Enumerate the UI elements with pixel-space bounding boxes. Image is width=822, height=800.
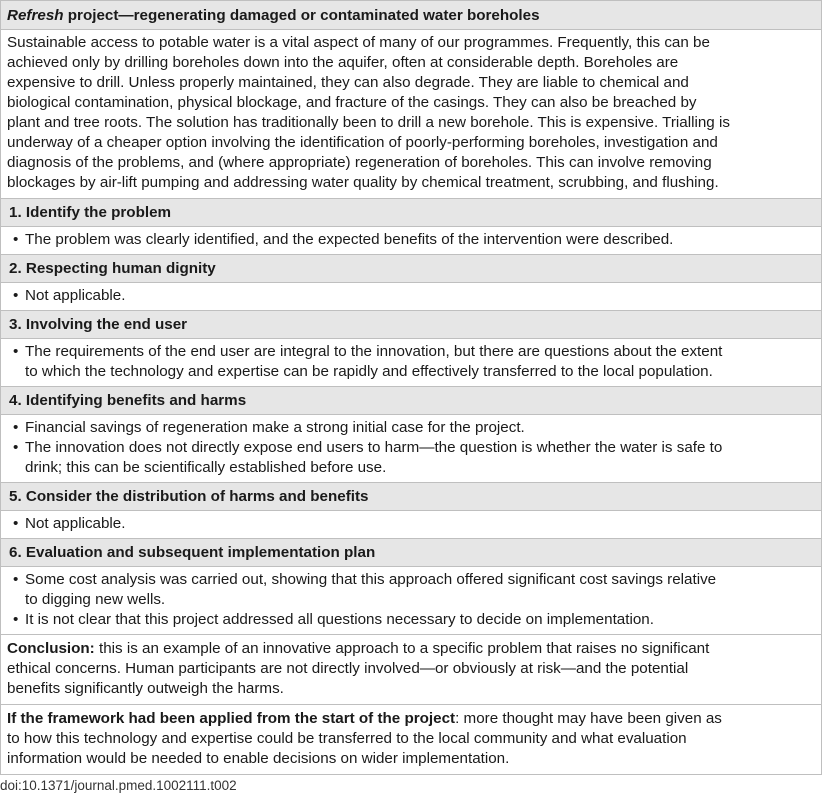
doi-text: doi:10.1371/journal.pmed.1002111.t002 [0, 778, 237, 793]
bullet-line: drink; this can be scientifically established before use. [25, 459, 387, 476]
bullet-item [9, 286, 815, 306]
bullet-item [9, 610, 815, 630]
conclusion-label: Conclusion: [7, 640, 95, 657]
conclusion-line: benefits significantly outweigh the harms. [7, 680, 284, 697]
intro-line: underway of a cheaper option involving the identification of poorly-performing boreholes, investigation and [7, 134, 718, 151]
conclusion-line [7, 639, 815, 659]
intro-line: plant and tree roots. The solution has traditionally been to drill a new borehole. This is expensive. Trialling is [7, 114, 730, 131]
bullet-item [9, 342, 815, 382]
section-body [1, 283, 821, 311]
bullet-dot: • [13, 611, 19, 628]
section-body [1, 227, 821, 255]
title-rest: project—regenerating damaged or contaminated water boreholes [63, 7, 540, 24]
bullet-line: Some cost analysis was carried out, showing that this approach offered significant cost savings relative [25, 571, 717, 588]
title-italic: Refresh [7, 7, 64, 24]
framework-paragraph [1, 705, 821, 775]
bullet-line: Not applicable. [25, 287, 126, 304]
section-body [1, 415, 821, 483]
intro-line: diagnosis of the problems, and (where appropriate) regeneration of boreholes. This can involve removing [7, 154, 712, 171]
conclusion-line: ethical concerns. Human participants are not directly involved—or obviously at risk—and the potential [7, 660, 689, 677]
framework-text: : more thought may have been given as [455, 710, 722, 727]
bullet-dot: • [13, 231, 19, 248]
bullet-line: Not applicable. [25, 515, 126, 532]
intro-line: Sustainable access to potable water is a vital aspect of many of our programmes. Frequently, this can be [7, 34, 710, 51]
bullet-item [9, 230, 815, 250]
section-body [1, 567, 821, 635]
section-body [1, 511, 821, 539]
section-heading: 1. Identify the problem [1, 199, 821, 227]
intro-line: achieved only by drilling boreholes down into the aquifer, often at considerable depth. Boreholes are [7, 54, 679, 71]
framework-line: information would be needed to enable decisions on wider implementation. [7, 750, 510, 767]
bullet-line: The innovation does not directly expose end users to harm—the question is whether the water is safe to [25, 439, 723, 456]
section-heading: 4. Identifying benefits and harms [1, 387, 821, 415]
conclusion-paragraph [1, 635, 821, 705]
section-heading: 3. Involving the end user [1, 311, 821, 339]
section-body [1, 339, 821, 387]
table-title [1, 0, 821, 30]
bullet-item [9, 514, 815, 534]
bullet-line: to digging new wells. [25, 591, 166, 608]
bullet-dot: • [13, 571, 19, 588]
bullet-line: to which the technology and expertise can be rapidly and effectively transferred to the local population. [25, 363, 713, 380]
bullet-dot: • [13, 343, 19, 360]
framework-line: to how this technology and expertise could be transferred to the local community and what evaluation [7, 730, 687, 747]
conclusion-text: this is an example of an innovative approach to a specific problem that raises no significant [94, 640, 710, 657]
bullet-dot: • [13, 515, 19, 532]
bullet-line: It is not clear that this project addressed all questions necessary to decide on implementation. [25, 611, 654, 628]
bullet-dot: • [13, 439, 19, 456]
sections [1, 199, 821, 635]
intro-line: biological contamination, physical blockage, and fracture of the casings. They can also be breached by [7, 94, 697, 111]
bullet-line: The problem was clearly identified, and the expected benefits of the intervention were described. [25, 231, 674, 248]
section-heading: 2. Respecting human dignity [1, 255, 821, 283]
bullet-item [9, 438, 815, 478]
framework-line [7, 709, 815, 729]
bullet-item [9, 570, 815, 610]
bullet-line: The requirements of the end user are integral to the innovation, but there are questions about the extent [25, 343, 723, 360]
section-heading: 6. Evaluation and subsequent implementation plan [1, 539, 821, 567]
intro-line: expensive to drill. Unless properly maintained, they can also degrade. They are liable to chemical and [7, 74, 689, 91]
bullet-dot: • [13, 287, 19, 304]
bullet-item [9, 418, 815, 438]
framework-label: If the framework had been applied from the start of the project [7, 710, 456, 727]
bullet-dot: • [13, 419, 19, 436]
intro-paragraph [1, 30, 821, 199]
section-heading: 5. Consider the distribution of harms and benefits [1, 483, 821, 511]
bullet-line: Financial savings of regeneration make a strong initial case for the project. [25, 419, 525, 436]
intro-line: blockages by air-lift pumping and addressing water quality by chemical treatment, scrubbing, and flushing. [7, 174, 719, 191]
